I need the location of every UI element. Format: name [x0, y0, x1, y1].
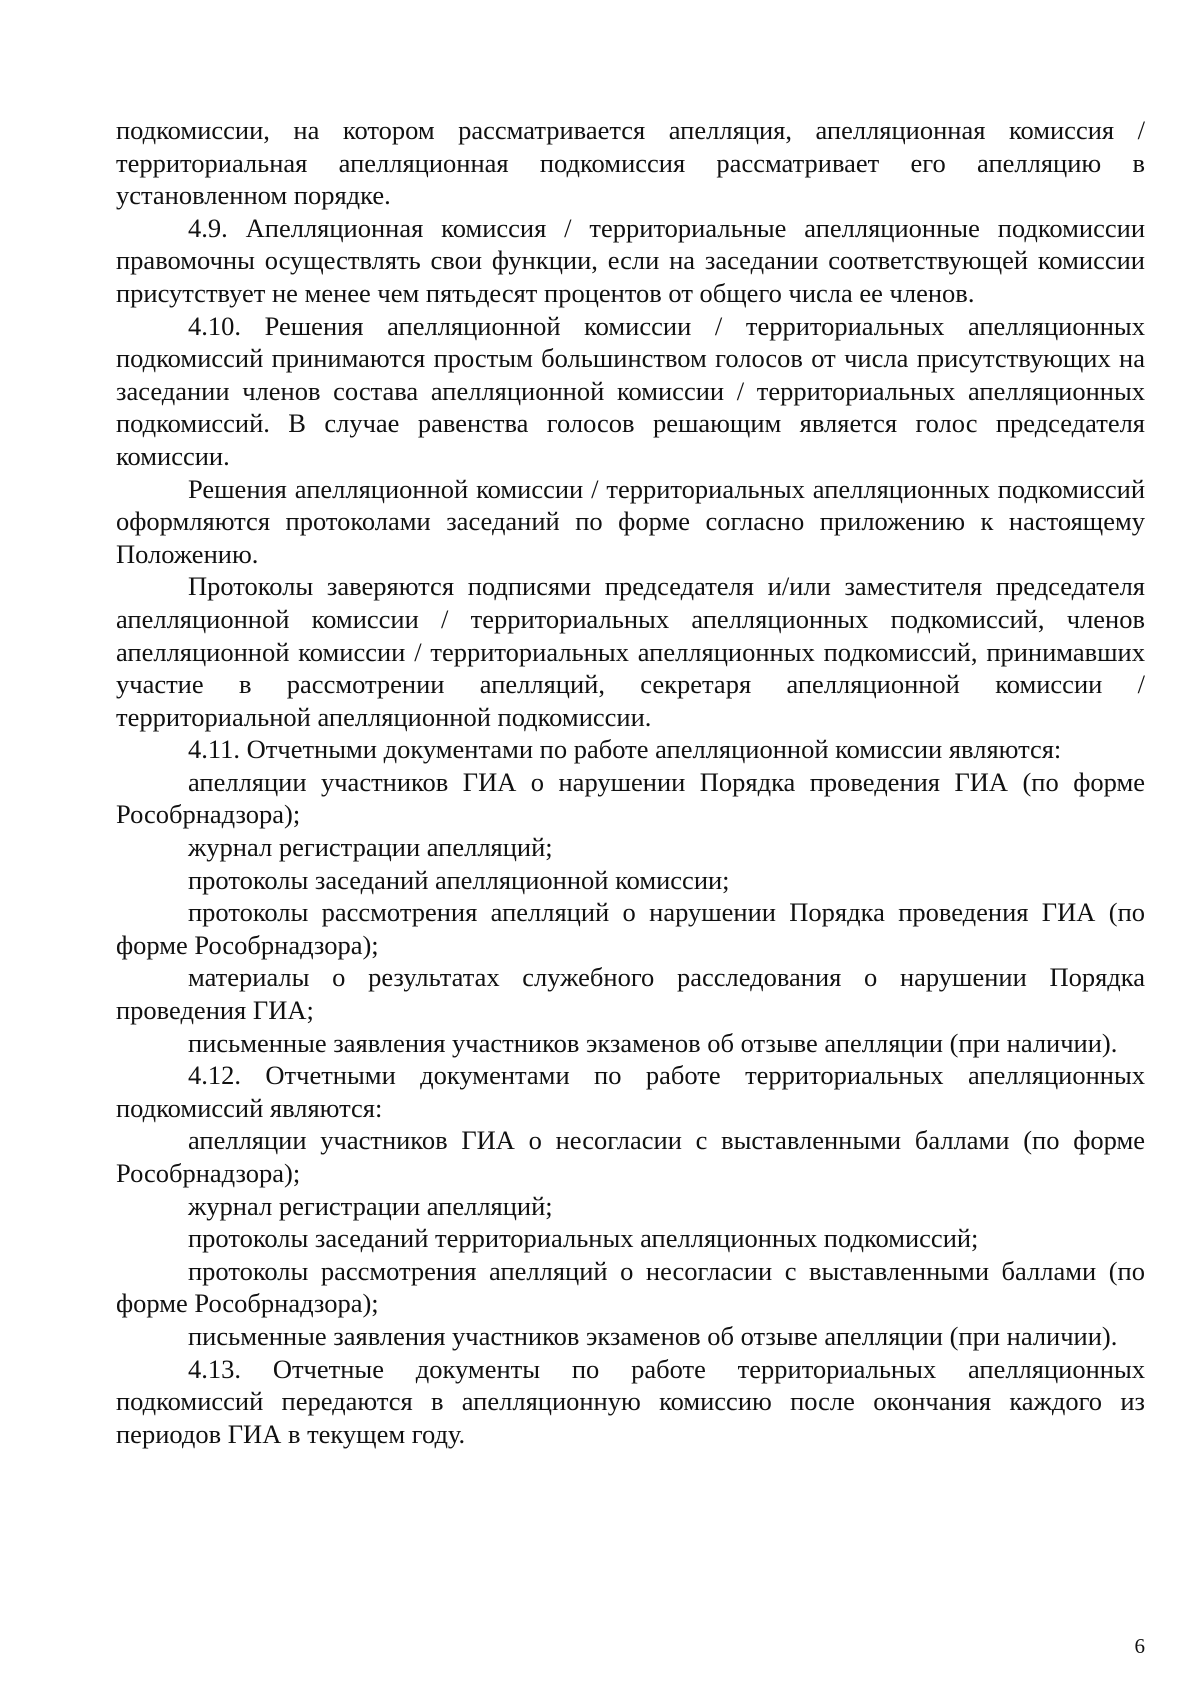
- paragraph: Протоколы заверяются подписями председателя и/или заместителя председателя апелляционной комиссии / территориальных апелляционных подкомиссий, членов апелляционной комиссии / территориальных апелляционных подкомиссий, принимавших участие в рассмотрении апелляций, секретаря апелляционной комиссии / территориальной апелляционной подкомиссии.: [116, 571, 1145, 732]
- paragraph: протоколы заседаний территориальных апелляционных подкомиссий;: [188, 1223, 979, 1254]
- paragraph: 4.11. Отчетными документами по работе апелляционной комиссии являются:: [188, 734, 1062, 765]
- paragraph: журнал регистрации апелляций;: [188, 832, 553, 863]
- paragraph: журнал регистрации апелляций;: [188, 1190, 553, 1221]
- paragraph: 4.12. Отчетными документами по работе территориальных апелляционных подкомиссий являются:: [116, 1060, 1145, 1123]
- document-body: [116, 114, 1145, 1450]
- page-number: 6: [1134, 1634, 1145, 1658]
- paragraph: Решения апелляционной комиссии / территориальных апелляционных подкомиссий оформляются протоколами заседаний по форме согласно приложению к настоящему Положению.: [116, 473, 1145, 569]
- paragraph: 4.10. Решения апелляционной комиссии / территориальных апелляционных подкомиссий принимаются простым большинством голосов от числа присутствующих на заседании членов состава апелляционной комиссии / территориальных апелляционных подкомиссий. В случае равенства голосов решающим является голос председателя комиссии.: [116, 310, 1145, 471]
- paragraph: протоколы рассмотрения апелляций о нарушении Порядка проведения ГИА (по форме Рособрнадзора);: [116, 897, 1145, 960]
- paragraph: подкомиссии, на котором рассматривается апелляция, апелляционная комиссия / территориальная апелляционная подкомиссия рассматривает его апелляцию в установленном порядке.: [116, 115, 1145, 211]
- paragraph: апелляции участников ГИА о нарушении Порядка проведения ГИА (по форме Рособрнадзора);: [116, 766, 1145, 830]
- paragraph: апелляции участников ГИА о несогласии с выставленными баллами (по форме Рособрнадзора);: [116, 1125, 1145, 1188]
- paragraph: письменные заявления участников экзаменов об отзыве апелляции (при наличии).: [188, 1027, 1118, 1058]
- paragraph: 4.13. Отчетные документы по работе территориальных апелляционных подкомиссий передаются в апелляционную комиссию после окончания каждого из периодов ГИА в текущем году.: [116, 1353, 1145, 1449]
- paragraph: протоколы рассмотрения апелляций о несогласии с выставленными баллами (по форме Рособрнадзора);: [116, 1255, 1145, 1319]
- paragraph: протоколы заседаний апелляционной комиссии;: [188, 864, 730, 895]
- paragraph: материалы о результатах служебного расследования о нарушении Порядка проведения ГИА;: [116, 962, 1145, 1026]
- paragraph: 4.9. Апелляционная комиссия / территориальные апелляционные подкомиссии правомочны осуществлять свои функции, если на заседании соответствующей комиссии присутствует не менее чем пятьдесят процентов от общего числа ее членов.: [116, 212, 1145, 308]
- paragraph: письменные заявления участников экзаменов об отзыве апелляции (при наличии).: [188, 1320, 1118, 1351]
